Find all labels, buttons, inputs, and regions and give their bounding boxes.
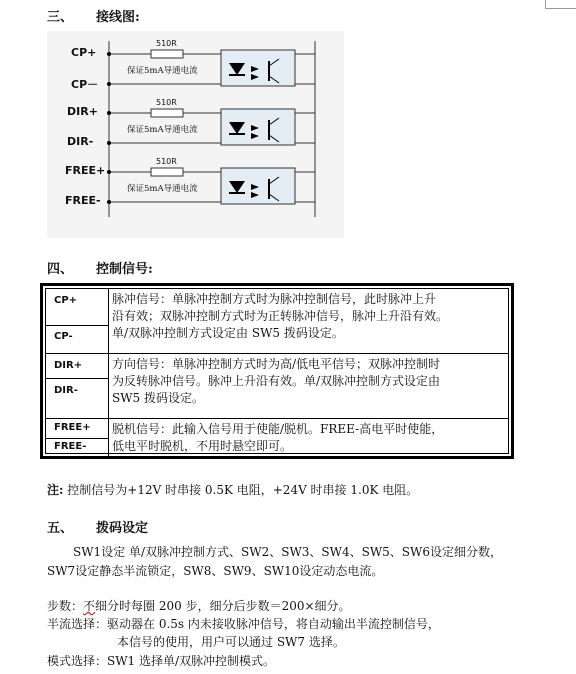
pin-free-minus: FREE- bbox=[65, 194, 101, 207]
page-corner-mark bbox=[545, 0, 576, 9]
section-5-title: 拨码设定 bbox=[96, 521, 149, 536]
current-note-1: 保证5mA导通电流 bbox=[127, 66, 198, 76]
control-signal-table bbox=[40, 283, 514, 459]
table-row bbox=[46, 289, 508, 354]
table-row bbox=[46, 354, 508, 419]
half-current-line-2: 本信号的使用，用户可以通过 SW7 选择。 bbox=[117, 635, 345, 649]
current-note-2: 保证5mA导通电流 bbox=[127, 125, 198, 135]
note-text: 控制信号为+12V 时串接 0.5K 电阻，+24V 时串接 1.0K 电阻。 bbox=[67, 483, 419, 497]
pin-cp-minus: CP－ bbox=[71, 78, 99, 91]
resistor-label-1: 510R bbox=[156, 39, 177, 48]
signal-free-minus: FREE- bbox=[54, 441, 87, 452]
spellcheck-mark: 不 bbox=[83, 599, 96, 613]
resistor-label-3: 510R bbox=[156, 157, 177, 166]
section-4-number: 四、 bbox=[47, 262, 74, 277]
signal-dir-plus: DIR+ bbox=[54, 360, 83, 371]
pin-cp-plus: CP+ bbox=[71, 46, 97, 59]
signal-free-plus: FREE+ bbox=[54, 422, 91, 433]
note-paragraph bbox=[47, 481, 418, 499]
current-note-3: 保证5mA导通电流 bbox=[127, 184, 198, 194]
table-row bbox=[46, 419, 508, 457]
step-count-line: 步数：不细分时每圈 200 步，细分后步数＝200×细分。 bbox=[47, 599, 351, 613]
signal-dir-minus: DIR- bbox=[54, 385, 78, 396]
dip-switch-line-1: SW1设定 单/双脉冲控制方式、SW2、SW3、SW4、SW5、SW6设定细分数， bbox=[73, 545, 502, 559]
resistor-label-2: 510R bbox=[156, 98, 177, 107]
half-current-line-1: 半流选择：驱动器在 0.5s 内未接收脉冲信号，将自动输出半流控制信号， bbox=[47, 617, 440, 631]
signal-description: 脉冲信号：单脉冲控制方式时为脉冲控制信号，此时脉冲上升 沿有效；双脉冲控制方式时为正转脉冲信号，脉冲上升沿有效。 单/双脉冲控制方式设定由 SW5 拨码设定。 bbox=[112, 292, 449, 340]
dip-switch-line-2: SW7设定静态半流锁定，SW8、SW9、SW10设定动态电流。 bbox=[47, 564, 384, 578]
pin-dir-minus: DIR- bbox=[67, 135, 94, 148]
mode-select-line: 模式选择：SW1 选择单/双脉冲控制模式。 bbox=[47, 654, 276, 668]
signal-cp-plus: CP+ bbox=[54, 295, 78, 306]
section-4-title: 控制信号: bbox=[96, 262, 153, 277]
section-5-number: 五、 bbox=[47, 521, 74, 536]
note-label: 注: bbox=[47, 483, 64, 497]
pin-free-plus: FREE+ bbox=[65, 164, 106, 177]
section-3-title: 接线图: bbox=[96, 10, 140, 25]
wiring-diagram bbox=[47, 31, 344, 238]
section-3-number: 三、 bbox=[47, 10, 74, 25]
signal-description: 方向信号：单脉冲控制方式时为高/低电平信号；双脉冲控制时 为反转脉冲信号。脉冲上升沿有效。单/双脉冲控制方式设定由 SW5 拨码设定。 bbox=[112, 357, 441, 405]
signal-description: 脱机信号：此输入信号用于使能/脱机。FREE-高电平时使能， 低电平时脱机，不用时悬空即可。 bbox=[112, 422, 444, 453]
pin-dir-plus: DIR+ bbox=[67, 105, 98, 118]
signal-cp-minus: CP- bbox=[54, 331, 73, 342]
